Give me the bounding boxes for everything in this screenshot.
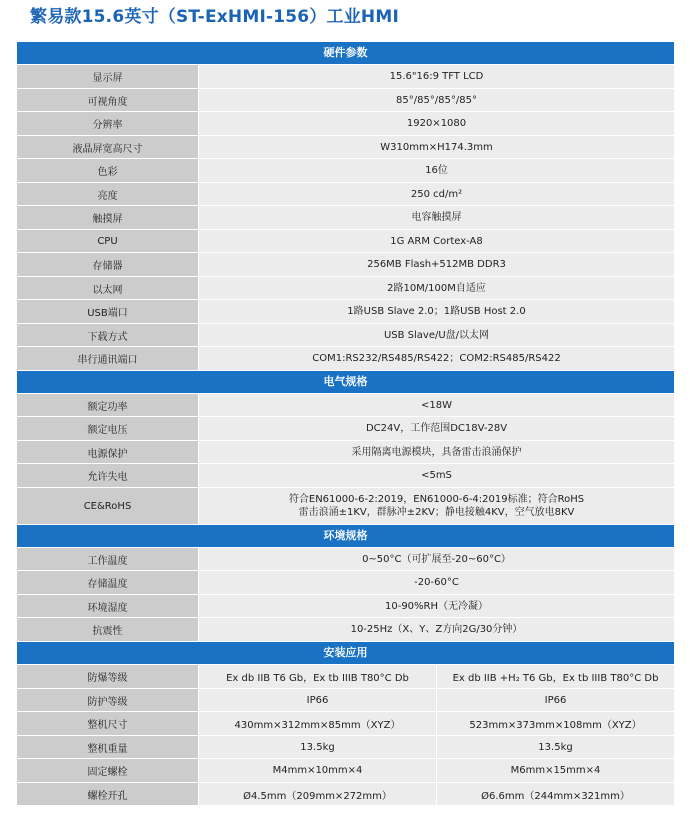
spec-table [17,42,674,806]
row-label: 以太网 [17,277,198,299]
row-label: 触摸屏 [17,206,198,229]
table-row [17,136,674,158]
row-label: 防爆等级 [17,665,198,688]
row-value [199,488,674,524]
table-row [17,464,674,487]
row-value: 采用隔离电源模块，具备雷击浪涌保护 [199,441,674,463]
table-row [17,665,674,688]
table-row [17,689,674,711]
row-value-model-b: Ø6.6mm（244mm×321mm） [437,783,674,805]
table-row [17,300,674,323]
page-title: 繁易款15.6英寸（ST-ExHMI-156）工业HMI [30,7,399,27]
row-label: CE&RoHS [17,488,198,524]
table-row [17,159,674,182]
row-value-model-a: 430mm×312mm×85mm（XYZ） [199,712,436,735]
row-value: 256MB Flash+512MB DDR3 [199,253,674,276]
section-header-electrical: 电气规格 [17,371,674,393]
table-row [17,89,674,111]
table-row [17,618,674,641]
row-label: 色彩 [17,159,198,182]
row-value-model-b: 13.5kg [437,736,674,758]
table-row [17,394,674,416]
row-value-model-a: Ex db IIB T6 Gb，Ex tb IIIB T80°C Db [199,665,436,688]
table-row [17,206,674,229]
ce-line-2: 雷击浪涌±1KV，群脉冲±2KV；静电接触4KV，空气放电8KV [298,507,575,518]
row-value-model-b: 523mm×373mm×108mm（XYZ） [437,712,674,735]
table-row [17,736,674,758]
row-value: <18W [199,394,674,416]
row-value: <5mS [199,464,674,487]
table-row [17,253,674,276]
row-value-model-b: IP66 [437,689,674,711]
table-row [17,112,674,135]
row-label: 串行通讯端口 [17,347,198,370]
table-row [17,183,674,205]
row-label: 额定功率 [17,394,198,416]
table-row [17,347,674,370]
row-label: 抗震性 [17,618,198,641]
row-value: DC24V，工作范围DC18V-28V [199,417,674,440]
row-value: 2路10M/100M自适应 [199,277,674,299]
table-row [17,277,674,299]
table-row [17,488,674,524]
row-label: 环境湿度 [17,595,198,617]
row-value: USB Slave/U盘/以太网 [199,324,674,346]
row-value: 85°/85°/85°/85° [199,89,674,111]
row-label: 液晶屏宽高尺寸 [17,136,198,158]
row-label: 电源保护 [17,441,198,463]
row-value-model-a: Ø4.5mm（209mm×272mm） [199,783,436,805]
row-value: 15.6"16:9 TFT LCD [199,65,674,88]
table-row [17,548,674,570]
row-label: 固定螺栓 [17,759,198,782]
row-label: 额定电压 [17,417,198,440]
table-row [17,712,674,735]
table-row [17,441,674,463]
row-label: 存储温度 [17,571,198,594]
row-value: 0~50°C（可扩展至-20~60°C） [199,548,674,570]
row-label: CPU [17,230,198,252]
row-value-model-a: M4mm×10mm×4 [199,759,436,782]
row-label: 螺栓开孔 [17,783,198,805]
row-label: USB端口 [17,300,198,323]
row-label: 分辨率 [17,112,198,135]
row-value-model-a: 13.5kg [199,736,436,758]
row-label: 下载方式 [17,324,198,346]
section-header-hardware: 硬件参数 [17,42,674,64]
section-header-installation: 安装应用 [17,642,674,664]
row-label: 防护等级 [17,689,198,711]
row-value: -20-60°C [199,571,674,594]
table-row [17,230,674,252]
row-value: 10-90%RH（无冷凝） [199,595,674,617]
row-value-model-b: M6mm×15mm×4 [437,759,674,782]
section-header-environment: 环境规格 [17,525,674,547]
row-value: 1路USB Slave 2.0；1路USB Host 2.0 [199,300,674,323]
row-label: 整机尺寸 [17,712,198,735]
row-value: 1G ARM Cortex-A8 [199,230,674,252]
table-row [17,324,674,346]
row-value: 电容触摸屏 [199,206,674,229]
table-row [17,759,674,782]
table-row [17,65,674,88]
row-label: 显示屏 [17,65,198,88]
row-label: 整机重量 [17,736,198,758]
row-value: COM1:RS232/RS485/RS422；COM2:RS485/RS422 [199,347,674,370]
row-label: 工作温度 [17,548,198,570]
row-value: 16位 [199,159,674,182]
table-row [17,571,674,594]
row-value: 10-25Hz（X、Y、Z方向2G/30分钟） [199,618,674,641]
row-value: W310mm×H174.3mm [199,136,674,158]
row-value-model-b: Ex db IIB +H₂ T6 Gb，Ex tb IIIB T80°C Db [437,665,674,688]
table-row [17,595,674,617]
row-value-model-a: IP66 [199,689,436,711]
row-label: 存储器 [17,253,198,276]
row-value: 1920×1080 [199,112,674,135]
row-label: 亮度 [17,183,198,205]
row-value: 250 cd/m² [199,183,674,205]
row-label: 允许失电 [17,464,198,487]
table-row [17,417,674,440]
row-label: 可视角度 [17,89,198,111]
table-row [17,783,674,805]
ce-line-1: 符合EN61000-6-2:2019，EN61000-6-4:2019标准；符合RoHS [288,494,585,505]
